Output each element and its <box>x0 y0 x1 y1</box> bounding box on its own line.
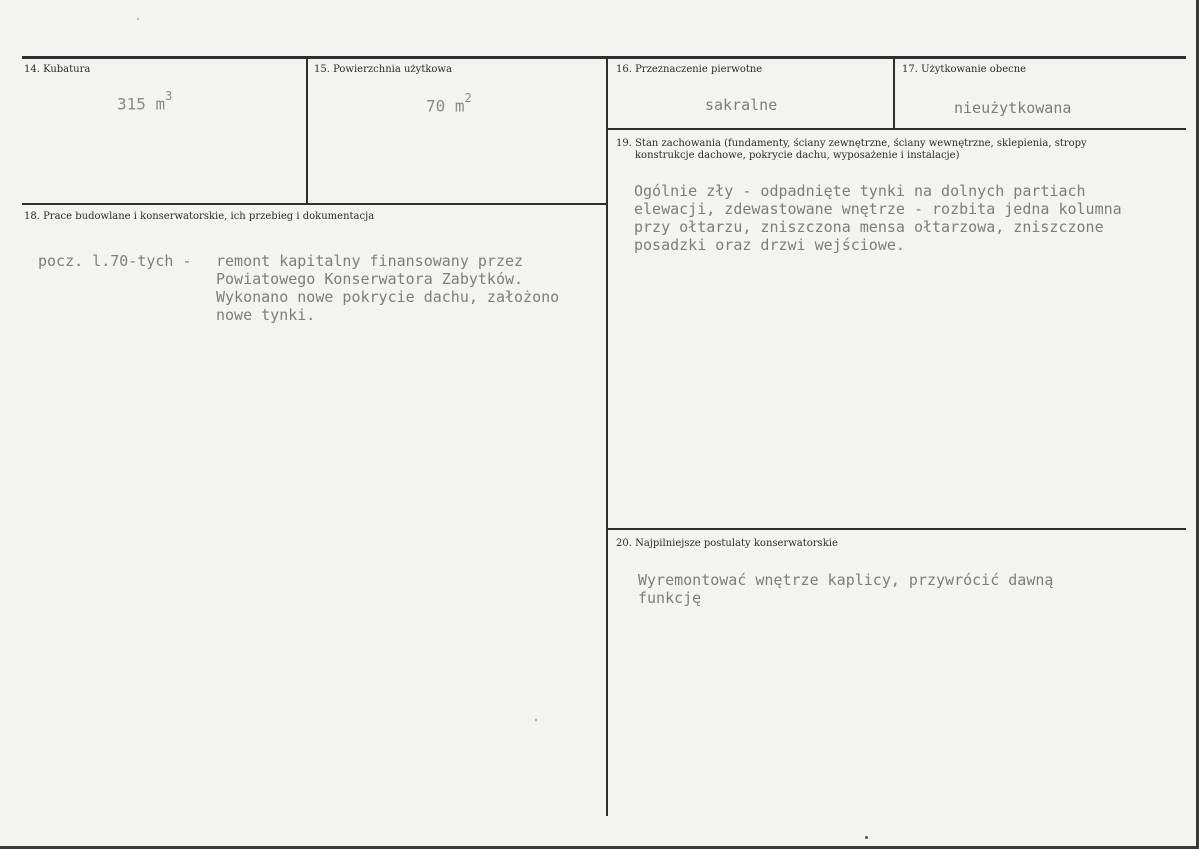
field-16-value: sakralne <box>705 96 778 114</box>
field-19-line-2: elewacji, zdewastowane wnętrze - rozbita jedna kolumna <box>634 200 1122 218</box>
field-15-number: 70 m <box>426 96 465 116</box>
field-14-value <box>117 90 172 113</box>
paper-speck <box>535 719 537 721</box>
field-19-line-1: Ogólnie zły - odpadnięte tynki na dolnych partiach <box>634 182 1086 200</box>
paper-speck <box>865 836 868 839</box>
field-18-label: 18. Prace budowlane i konserwatorskie, ich przebieg i dokumentacja <box>24 211 375 222</box>
divider-14-15 <box>306 58 308 204</box>
field-19-label <box>616 138 1087 150</box>
field-14-exponent: 3 <box>165 89 173 103</box>
field-17-value: nieużytkowana <box>954 99 1072 117</box>
field-20-line-2: funkcję <box>638 589 702 607</box>
rule-right-20 <box>607 528 1186 530</box>
field-15-exponent: 2 <box>464 91 472 105</box>
field-17-label: 17. Użytkowanie obecne <box>902 64 1027 75</box>
field-18-line-1: remont kapitalny finansowany przez <box>216 252 524 270</box>
rule-right-19 <box>607 128 1186 130</box>
field-14-number: 315 m <box>117 94 166 114</box>
field-19-label-detail: (fundamenty, ściany zewnętrzne, ściany wewnętrzne, sklepienia, stropy <box>724 138 1087 149</box>
field-19-line-4: posadzki oraz drzwi wejściowe. <box>634 236 905 254</box>
field-19-line-3: przy ołtarzu, zniszczona mensa ołtarzowa, zniszczone <box>634 218 1104 236</box>
field-18-line-4: nowe tynki. <box>216 306 316 324</box>
field-19-label-title: 19. Stan zachowania <box>616 138 721 149</box>
field-15-label: 15. Powierzchnia użytkowa <box>314 64 452 75</box>
field-18-line-2: Powiatowego Konserwatora Zabytków. <box>216 270 524 288</box>
field-16-label: 16. Przeznaczenie pierwotne <box>616 64 763 75</box>
field-18-line-3: Wykonano nowe pokrycie dachu, założono <box>216 288 560 306</box>
paper-speck <box>137 18 139 20</box>
field-20-line-1: Wyremontować wnętrze kaplicy, przywrócić dawną <box>638 571 1054 589</box>
top-rule <box>22 56 1186 59</box>
field-19-label-line-2: konstrukcje dachowe, pokrycie dachu, wyposażenie i instalacje) <box>635 150 960 161</box>
rule-left-18 <box>22 203 608 205</box>
divider-16-17 <box>893 58 895 129</box>
field-14-label: 14. Kubatura <box>24 64 91 75</box>
divider-left-right <box>606 58 608 816</box>
field-15-value <box>426 92 472 115</box>
field-18-date: pocz. l.70-tych - <box>38 252 192 270</box>
field-20-label: 20. Najpilniejsze postulaty konserwatorskie <box>616 538 838 549</box>
